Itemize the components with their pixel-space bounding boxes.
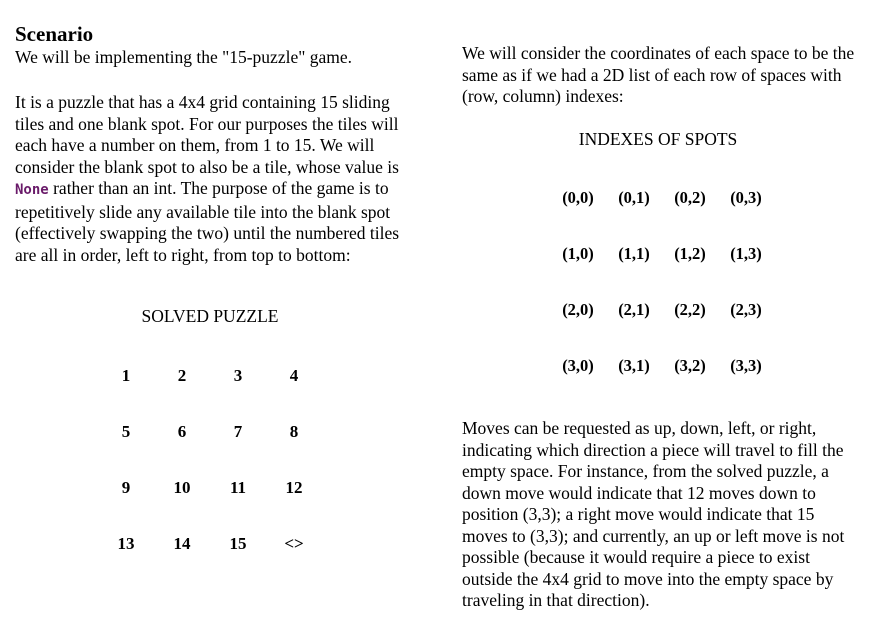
coordinates-paragraph: We will consider the coordinates of each space to be the same as if we had a 2D list of each row of spaces with (row, column) indexes: bbox=[462, 43, 855, 106]
scenario-heading: Scenario bbox=[15, 22, 94, 46]
index-cell: (2,0) bbox=[562, 300, 594, 319]
intro-paragraph: We will be implementing the "15-puzzle" game. bbox=[15, 47, 353, 67]
solved-tile: 7 bbox=[233, 422, 243, 441]
index-cell: (0,2) bbox=[674, 188, 706, 207]
index-cell: (1,2) bbox=[674, 244, 706, 263]
solved-tile: 1 bbox=[121, 366, 131, 385]
solved-tile: 3 bbox=[233, 366, 243, 385]
solved-tile: 4 bbox=[289, 366, 299, 385]
solved-tile: 2 bbox=[177, 366, 187, 385]
index-cell: (1,3) bbox=[730, 244, 762, 263]
index-cell: (3,2) bbox=[674, 356, 706, 375]
index-cell: (0,3) bbox=[730, 188, 762, 207]
solved-tile: 15 bbox=[229, 534, 247, 553]
solved-tile: 9 bbox=[121, 478, 131, 497]
index-cell: (0,1) bbox=[618, 188, 650, 207]
solved-tile: 8 bbox=[289, 422, 299, 441]
index-cell: (3,0) bbox=[562, 356, 594, 375]
solved-tile: 10 bbox=[173, 478, 191, 497]
solved-tile: 11 bbox=[229, 478, 247, 497]
index-cell: (0,0) bbox=[562, 188, 594, 207]
solved-puzzle-caption: SOLVED PUZZLE bbox=[141, 306, 279, 326]
description-text-start: It is a puzzle that has a 4x4 grid containing 15 sliding tiles and one blank spot. For our purposes the tiles will each have a number on them, from 1 to 15. We will consider the blank spot to also be a tile, whose value is bbox=[15, 92, 399, 177]
index-cell: (3,3) bbox=[730, 356, 762, 375]
blank-tile: <> bbox=[284, 534, 304, 553]
index-cell: (2,1) bbox=[618, 300, 650, 319]
index-grid-caption: INDEXES OF SPOTS bbox=[578, 129, 738, 149]
description-paragraph bbox=[15, 92, 415, 266]
index-grid bbox=[550, 188, 776, 378]
solved-puzzle-grid bbox=[98, 366, 322, 556]
index-cell: (2,2) bbox=[674, 300, 706, 319]
index-cell: (3,1) bbox=[618, 356, 650, 375]
solved-tile: 5 bbox=[121, 422, 131, 441]
solved-tile: 6 bbox=[177, 422, 187, 441]
index-cell: (1,1) bbox=[618, 244, 650, 263]
moves-paragraph: Moves can be requested as up, down, left, or right, indicating which direction a piece will travel to fill the empty space. For instance, from the solved puzzle, a down move would indicate that 12 moves down to position (3,3); a right move would indicate that 15 moves to (3,3); and currently, an up or left move is not possible (because it would require a piece to exist outside the 4x4 grid to move into the empty space by traveling in that direction). bbox=[462, 418, 845, 610]
index-cell: (1,0) bbox=[562, 244, 594, 263]
description-text-end: rather than an int. The purpose of the game is to repetitively slide any available tile into the blank spot (effectively swapping the two) until the numbered tiles are all in order, left to right, from top to bottom: bbox=[15, 178, 400, 265]
none-code: None bbox=[15, 182, 49, 198]
solved-tile: 12 bbox=[285, 478, 303, 497]
solved-tile: 13 bbox=[117, 534, 135, 553]
index-cell: (2,3) bbox=[730, 300, 762, 319]
solved-tile: 14 bbox=[173, 534, 191, 553]
